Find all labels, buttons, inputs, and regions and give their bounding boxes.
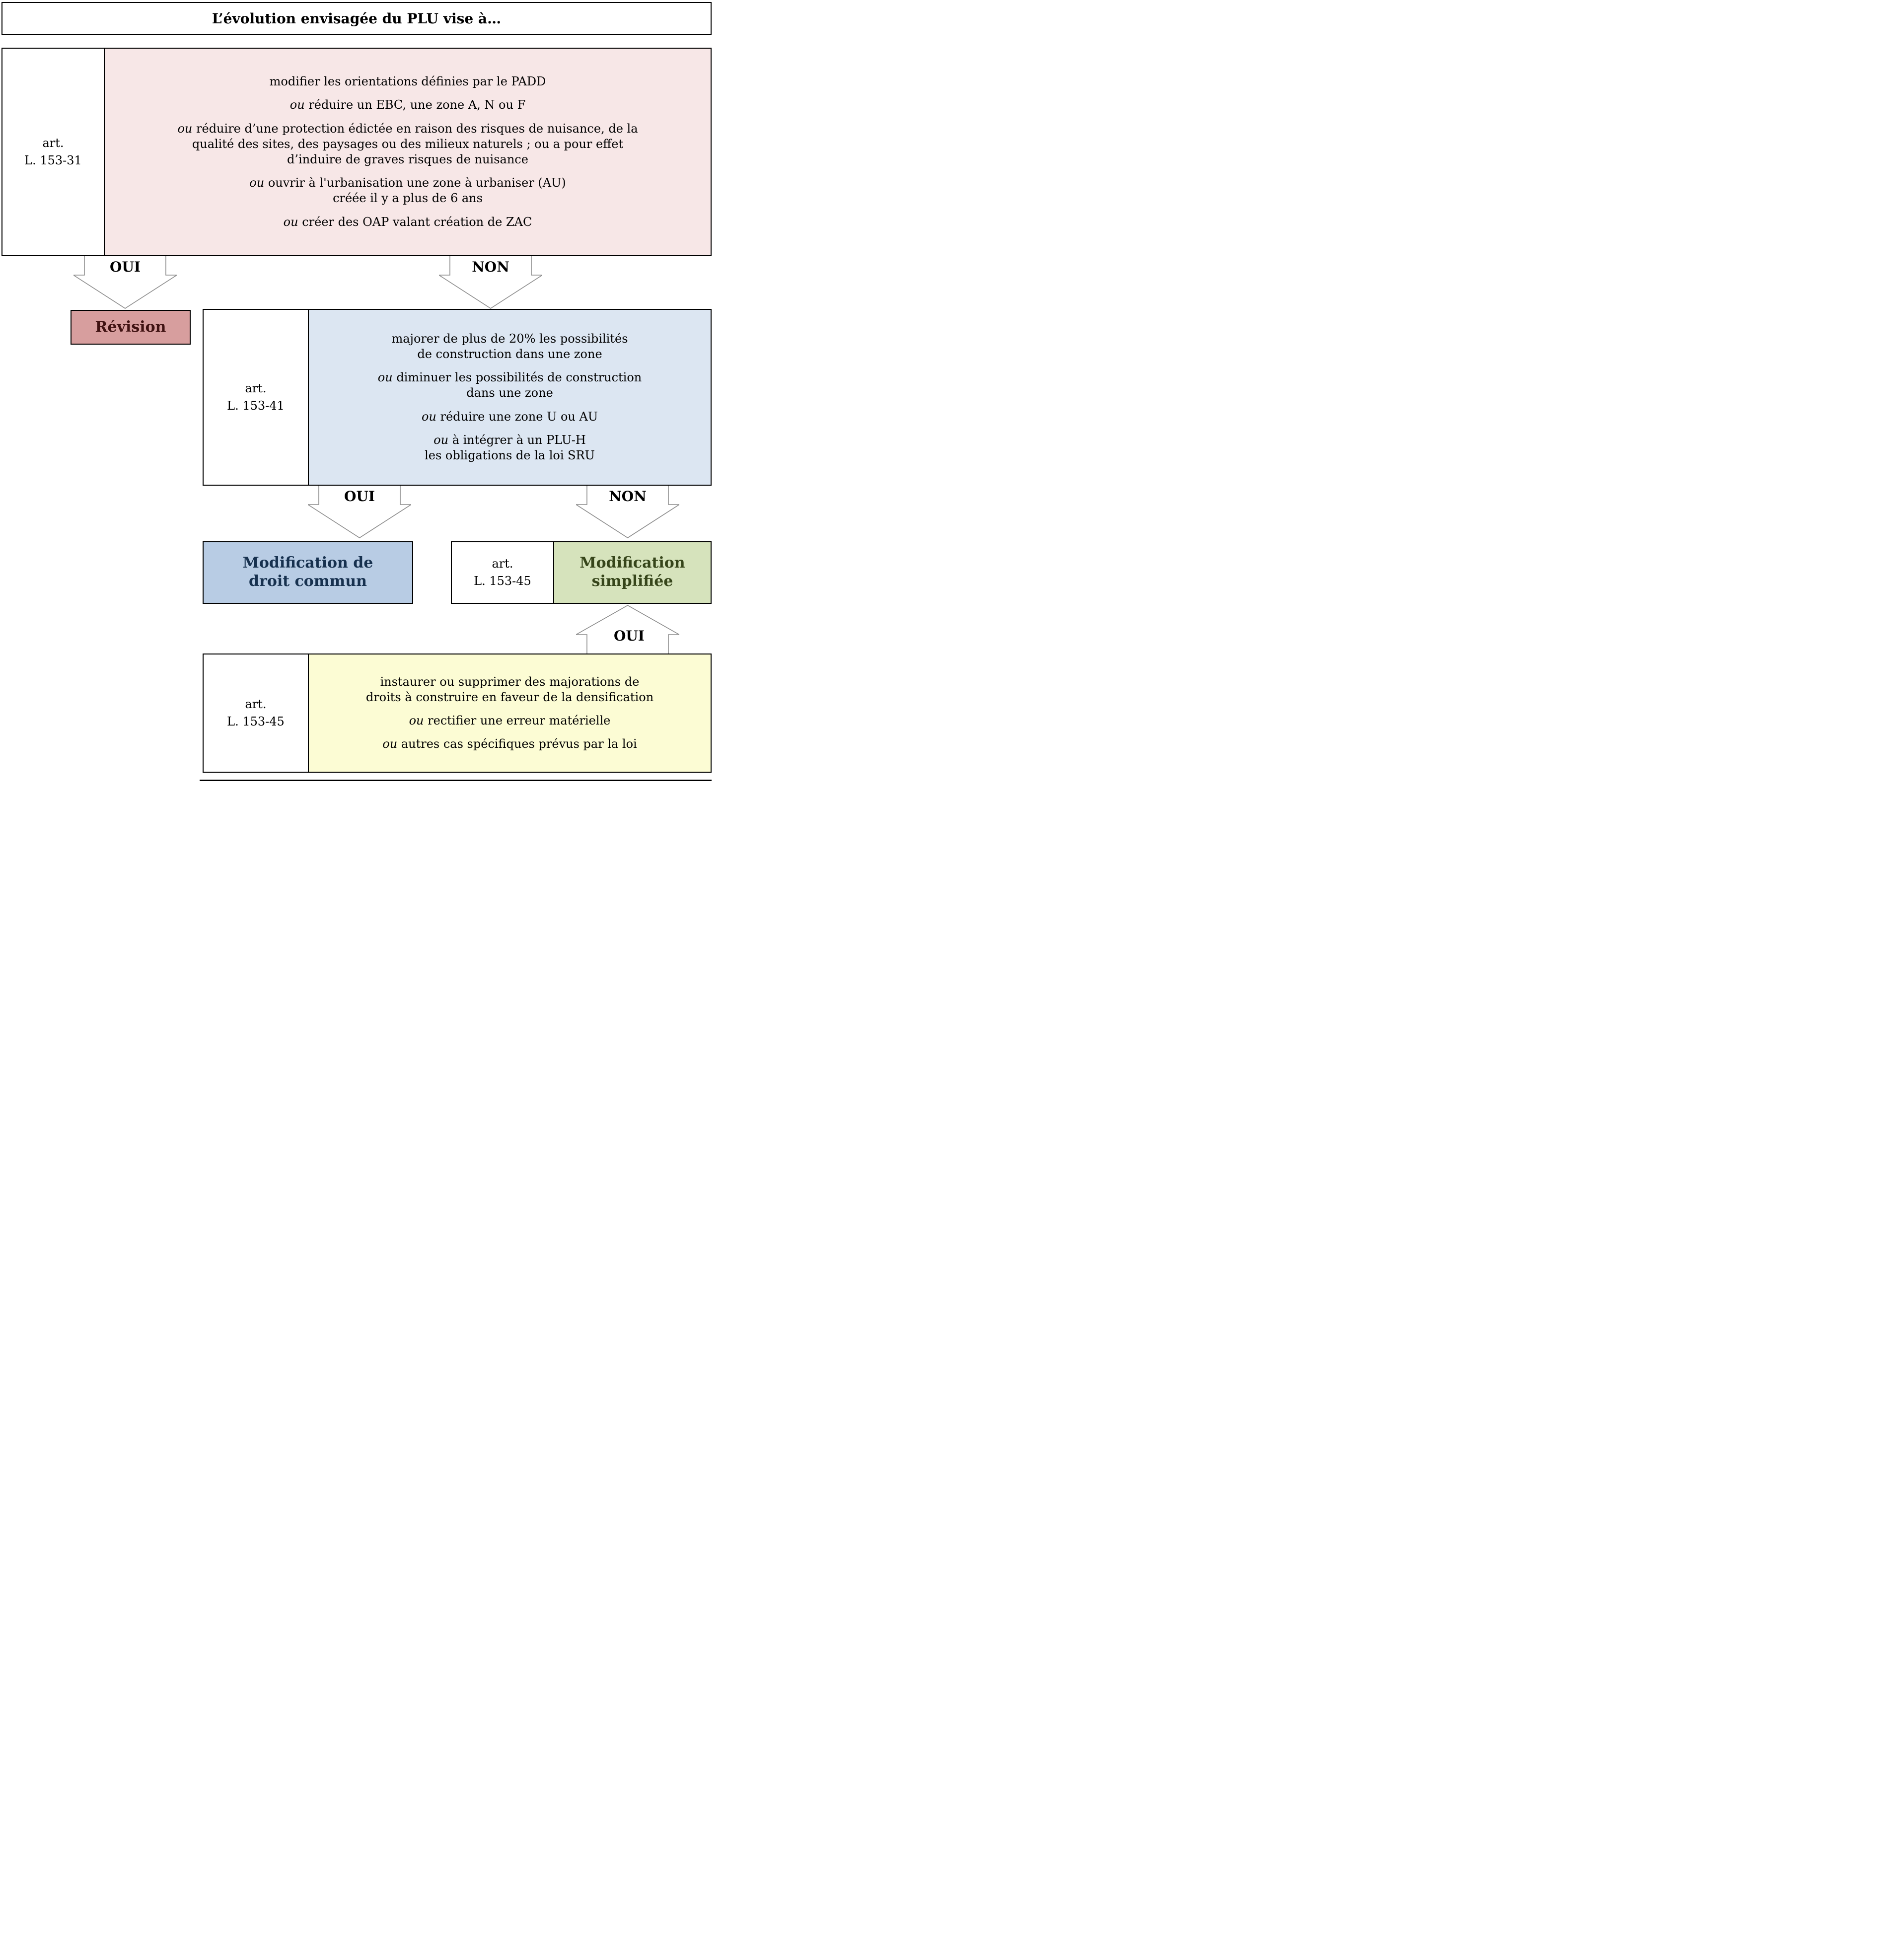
article-ref-l153-45: art. L. 153-45 [452, 542, 554, 603]
result-modification-droit-commun: Modification de droit commun [203, 541, 413, 604]
ou-connector: ou [421, 409, 436, 424]
condition-item [319, 370, 701, 401]
result-revision: Révision [71, 310, 191, 345]
condition-text: à intégrer à un PLU-H les obligations de la loi SRU [425, 433, 595, 462]
condition-item [115, 215, 701, 230]
article-ref-l153-31: art. L. 153-31 [2, 49, 105, 255]
ou-connector: ou [249, 176, 265, 190]
ou-connector: ou [177, 121, 193, 136]
condition-item [115, 121, 701, 168]
ou-connector: ou [409, 714, 424, 727]
condition-item [115, 74, 701, 89]
condition-text: ouvrir à l'urbanisation une zone à urbaniser (AU) créée il y a plus de 6 ans [268, 176, 566, 206]
ou-connector: ou [382, 737, 398, 751]
result-modification-simplifiee: Modification simplifiée [554, 542, 711, 603]
oui-label: OUI [110, 259, 141, 275]
oui-label: OUI [344, 488, 375, 505]
condition-item [319, 736, 701, 752]
page-title: L’évolution envisagée du PLU vise à… [1, 2, 712, 35]
condition-text: réduire un EBC, une zone A, N ou F [308, 98, 526, 112]
ou-connector: ou [290, 98, 305, 112]
condition-text: modifier les orientations définies par le PADD [269, 74, 546, 89]
ou-connector: ou [283, 215, 298, 229]
ou-connector: ou [377, 370, 393, 385]
condition-text: majorer de plus de 20% les possibilités de construction dans une zone [391, 331, 628, 362]
condition-text: réduire une zone U ou AU [440, 409, 598, 424]
condition-text: diminuer les possibilités de construction dans une zone [396, 370, 642, 400]
plu-evolution-flowchart [0, 0, 753, 784]
non-label: NON [472, 259, 509, 275]
condition-text: réduire d’une protection édictée en raison des risques de nuisance, de la qualité des sites, des paysages ou des milieux naturels ; ou a pour effet d’induire de graves risques de nuisance [192, 121, 638, 166]
article-ref-l153-45: art. L. 153-45 [204, 654, 309, 772]
condition-item [319, 433, 701, 463]
result-modification-simplifiee-group [451, 541, 712, 604]
non-label: NON [609, 488, 647, 505]
ou-connector: ou [434, 433, 449, 447]
decision-box-revision [1, 48, 712, 256]
condition-item [319, 331, 701, 362]
condition-text: rectifier une erreur matérielle [428, 714, 611, 727]
condition-text: instaurer ou supprimer des majorations de droits à construire en faveur de la densification [365, 674, 654, 704]
decision-box-modification [203, 309, 712, 486]
condition-item [319, 674, 701, 705]
condition-text: autres cas spécifiques prévus par la loi [401, 737, 637, 751]
decision-2-conditions [309, 310, 711, 485]
bottom-border-line [200, 780, 712, 781]
decision-3-conditions [309, 654, 711, 772]
condition-text: créer des OAP valant création de ZAC [302, 215, 532, 229]
decision-box-simplifiee [203, 653, 712, 773]
article-ref-l153-41: art. L. 153-41 [204, 310, 309, 485]
condition-item [319, 409, 701, 425]
condition-item [319, 713, 701, 728]
condition-item [115, 175, 701, 206]
decision-1-conditions [105, 49, 711, 255]
condition-item [115, 97, 701, 113]
oui-label: OUI [614, 628, 645, 644]
